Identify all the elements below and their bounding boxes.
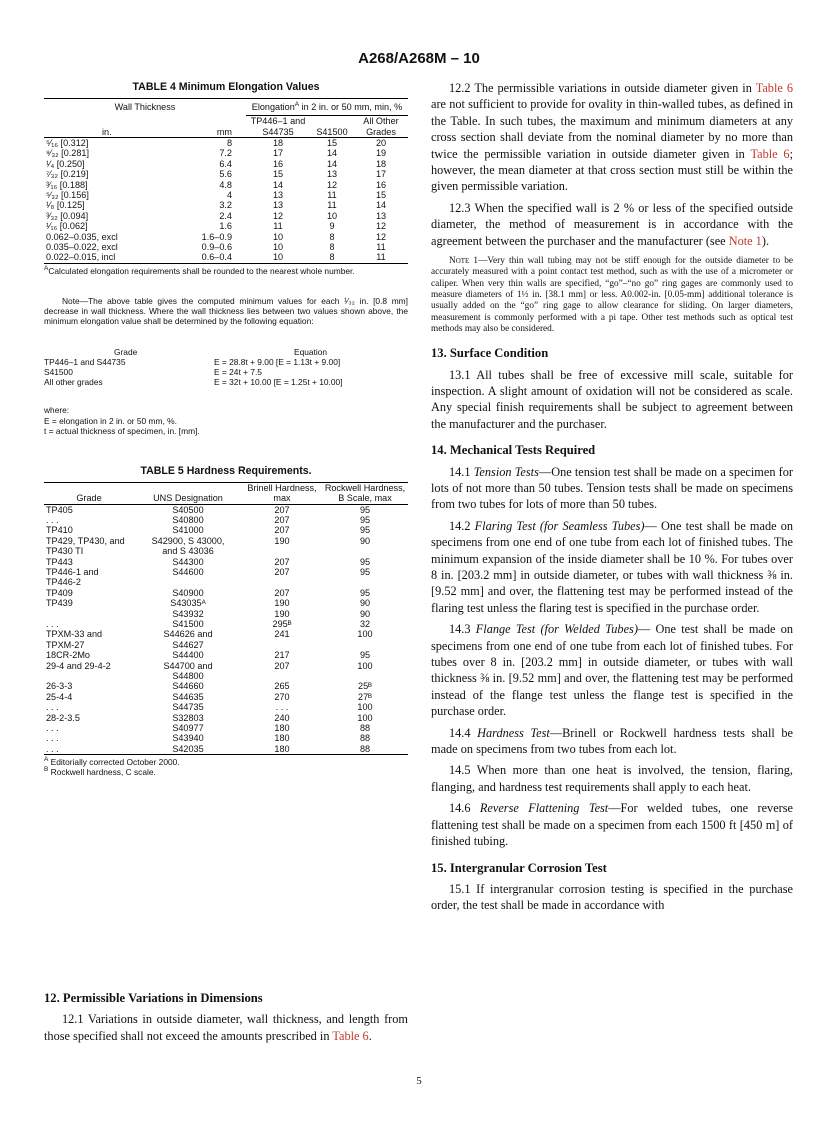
table5-cell: S44735 bbox=[172, 702, 204, 713]
table5-cell: 207 bbox=[274, 566, 290, 577]
table5-cell: TPXM-33 and bbox=[46, 629, 103, 640]
table5-cell: S43035ᴬ bbox=[170, 598, 206, 609]
table5-cell: and S 43036 bbox=[162, 546, 214, 557]
table5-cell: 88 bbox=[359, 723, 371, 734]
table4-cell: 12 bbox=[326, 179, 338, 190]
table5-row bbox=[44, 629, 408, 639]
table5-header-grade: Grade bbox=[76, 493, 102, 504]
table5-cell: 18CR-2Mo bbox=[46, 650, 90, 661]
table4-cell: ¹⁄₄ [0.250] bbox=[46, 158, 85, 169]
table4-cell: 14 bbox=[326, 148, 338, 159]
eq-grade-3: All other grades bbox=[44, 377, 103, 388]
sec13-heading: 13. Surface Condition bbox=[431, 346, 549, 361]
table5-cell: TP446-2 bbox=[46, 577, 81, 588]
table5-row bbox=[44, 681, 408, 691]
table5-cell: S44700 and bbox=[163, 660, 213, 671]
table5-cell: 26-3-3 bbox=[46, 681, 73, 692]
table5-cell bbox=[44, 609, 134, 619]
table5-cell: S43932 bbox=[172, 608, 204, 619]
table4-cell: 10 bbox=[272, 242, 284, 253]
table4-cell: 2.4 bbox=[219, 210, 232, 221]
table4-cell: 17 bbox=[272, 148, 284, 159]
table5-header-rockwell: Rockwell Hardness, B Scale, max bbox=[324, 482, 406, 504]
table4-cell: 7.2 bbox=[219, 148, 232, 159]
table4-cell: ⁵⁄₁₆ [0.312] bbox=[46, 138, 89, 149]
table4-row bbox=[44, 232, 408, 242]
table4-cell: 10 bbox=[272, 252, 284, 263]
table4-cell: 13 bbox=[326, 169, 338, 180]
table4-cell: 15 bbox=[272, 169, 284, 180]
sec14-p1: 14.1 Tension Tests—One tension test shall be made on a specimen for lots of not more than 50 tubes. Tension tests shall be made on specimens from two tubes for lots of more than 50 tubes. bbox=[431, 464, 794, 512]
table5-cell: 95 bbox=[359, 504, 371, 515]
table5-cell bbox=[242, 671, 322, 681]
table4-cell: 11 bbox=[273, 221, 283, 232]
table4-cell: 11 bbox=[376, 252, 386, 263]
table5-cell: 90 bbox=[359, 598, 371, 609]
table4-cell: 8 bbox=[226, 138, 232, 149]
sec14-p5: 14.5 When more than one heat is involved, the tension, flaring, flanging, and hardness test requirements shall apply to each heat. bbox=[431, 763, 793, 794]
table5-cell: 95 bbox=[359, 566, 371, 577]
table5-cell: 270 bbox=[274, 691, 290, 702]
section-12-left bbox=[44, 980, 408, 1049]
sec12-p3: 12.3 When the specified wall is 2 % or less of the specified outside diameter, the method of measurement is in accordance with the agreement between the purchaser and the manufacturer (see Note 1). bbox=[431, 200, 793, 248]
table4-cell: ¹⁄₁₆ [0.062] bbox=[46, 221, 88, 232]
table5-cell: S41000 bbox=[172, 525, 204, 536]
sec14-p4: 14.4 Hardness Test—Brinell or Rockwell hardness tests shall be made on specimens from two tubes from each lot. bbox=[431, 725, 793, 757]
table6-link[interactable]: Table 6 bbox=[755, 81, 794, 95]
table5-header-uns: UNS Designation bbox=[153, 493, 223, 504]
table5-cell: 100 bbox=[357, 712, 373, 723]
table5-cell: 25-4-4 bbox=[46, 691, 73, 702]
table5-cell: 207 bbox=[274, 660, 290, 671]
table4-cell: ⁹⁄₃₂ [0.281] bbox=[46, 148, 89, 159]
table4-cell: 1.6 bbox=[219, 221, 232, 232]
table5-row bbox=[44, 598, 408, 608]
table4-row bbox=[44, 180, 408, 190]
table5-cell: S40500 bbox=[172, 504, 204, 515]
table5-cell: 295ᴮ bbox=[272, 619, 292, 629]
table5-cell: TPXM-27 bbox=[46, 639, 85, 650]
table4-header-elongation: Elongation$^A$ in 2 in. or 50 mm, min, % bbox=[251, 100, 403, 112]
note-1: Note 1—Very thin wall tubing may not be stiff enough for the outside diameter to be accurately measured with a point contact test method, such as with the use of a micrometer or caliper. When very thin walls are specified, “go”–“no go” ring gages are commonly used to measure diameters of 1½ in. [38.1 mm] or less. A0.002-in. [0.05-mm] additional tolerance is usually added on the “go” ring gage to allow clearance for sliding. On larger diameters, measurement is commonly performed with a pi tape. Other test methods such as optical test methods may also be considered. bbox=[431, 256, 793, 334]
table4-cell: 20 bbox=[375, 138, 387, 149]
sec14-p6: 14.6 Reverse Flattening Test—For welded tubes, one reverse flattening test shall be made on a specimen from each 1500 ft [450 m] of finished tubing. bbox=[431, 801, 793, 849]
table5-cell: 25ᴮ bbox=[358, 681, 372, 692]
table5-cell: 95 bbox=[359, 587, 371, 598]
table5-cell: S44635 bbox=[172, 691, 204, 702]
table5-cell: TP405 bbox=[46, 504, 73, 515]
table5-cell: S44400 bbox=[172, 650, 204, 661]
table4-cell: 11 bbox=[327, 200, 337, 211]
table5-cell: 90 bbox=[359, 535, 371, 546]
table5-cell: TP443 bbox=[46, 556, 73, 567]
table4-cell: 0.022–0.015, incl bbox=[46, 252, 116, 263]
table4 bbox=[44, 98, 408, 264]
table4-cell: ³⁄₁₆ [0.188] bbox=[46, 179, 88, 190]
table5-row bbox=[44, 609, 408, 619]
table5-cell: 207 bbox=[274, 556, 290, 567]
table4-row bbox=[44, 242, 408, 252]
where-t: t = actual thickness of specimen, in. [mm]. bbox=[44, 425, 200, 436]
table4-cell: 8 bbox=[329, 231, 335, 242]
table5-row bbox=[44, 733, 408, 743]
table4-cell: 12 bbox=[375, 231, 387, 242]
right-column bbox=[431, 80, 793, 919]
table4-header-allother: All Other Grades bbox=[363, 116, 399, 137]
table5-cell bbox=[242, 640, 322, 650]
sec14-p2: 14.2 Flaring Test (for Seamless Tubes)— One test shall be made on specimens from one end of one tube from each lot of finished tubes. The minimum expansion of the inside diameter shall be 10 %. For tubes over 8 in. [203.2 mm] in outside diameter, or tubes with wall thickness ⅜ in. [9.52 mm] and over, the flattening test may be performed instead of the flaring test unless the flaring test is specified in the purchase order. bbox=[431, 518, 793, 615]
page-number: 5 bbox=[416, 1075, 422, 1087]
table5-cell: 180 bbox=[274, 743, 290, 754]
table5-cell: . . . bbox=[46, 733, 59, 744]
table5-cell: TP439 bbox=[46, 598, 73, 609]
sec14-p3: 14.3 Flange Test (for Welded Tubes)— One test shall be made on specimens from one end of one tube from each lot of finished tubes. For tubes over 8 in. [203.2 mm] in outside diameter, or tubes with wall thickness ⅜ in. [9.52 mm] and over, the flattening test may be performed instead of the flange test unless the flange test is specified in the purchase order. bbox=[431, 622, 793, 719]
table5-cell: S44627 bbox=[172, 639, 204, 650]
sec12-p2: 12.2 The permissible variations in outside diameter given in Table 6 are not sufficient to provide for ovality in thin-walled tubes, as defined in the Table. In such tubes, the maximum and minimum diameters at any cross section shall deviate from the nominal diameter by no more than twice the permissible variation in outside diameter given in Table 6; however, the mean diameter at that cross section must still be within the given permissible variation. bbox=[431, 81, 794, 194]
table4-row bbox=[44, 221, 408, 231]
table5-cell: 88 bbox=[359, 743, 371, 754]
table5-row bbox=[44, 567, 408, 577]
table5-footnote-b: $^B$ Rockwell hardness, C scale. bbox=[44, 766, 156, 778]
sec13-p1: 13.1 All tubes shall be free of excessive mill scale, suitable for inspection. A slight amount of oxidation will not be considered as scale. Any special finish requirements shall be subject to agreement between the manufacturer and the purchaser. bbox=[431, 367, 793, 431]
table4-cell: 8 bbox=[329, 242, 335, 253]
table4-cell: 16 bbox=[375, 179, 387, 190]
sec15-heading: 15. Intergranular Corrosion Test bbox=[431, 860, 607, 875]
table4-cell: 12 bbox=[272, 210, 284, 221]
table5-cell: S44660 bbox=[172, 681, 204, 692]
left-column bbox=[44, 82, 408, 777]
table4-cell: 15 bbox=[375, 190, 387, 201]
table4-cell: ⁷⁄₃₂ [0.219] bbox=[46, 169, 89, 180]
table4-header-s41500: S41500 bbox=[316, 126, 348, 137]
table5-row bbox=[44, 661, 408, 671]
table5-row bbox=[44, 692, 408, 702]
table4-note: Note—The above table gives the computed minimum values for each ¹⁄₃₂ in. [0.8 mm] decrease in wall thickness. Where the wall thickness lies between two values shown above, the minimum elongation value shall be determined by the following equation: bbox=[44, 295, 408, 327]
table4-cell: ¹⁄₈ [0.125] bbox=[46, 200, 85, 211]
table4-cell: ⁵⁄₃₂ [0.156] bbox=[46, 190, 89, 201]
table5-row bbox=[44, 588, 408, 598]
table4-row bbox=[44, 159, 408, 169]
table5-cell: 265 bbox=[274, 681, 290, 692]
table5 bbox=[44, 482, 408, 756]
table5-cell: 100 bbox=[357, 629, 373, 640]
table5-cell: . . . bbox=[46, 702, 59, 713]
table4-row bbox=[44, 169, 408, 179]
table5-cell bbox=[134, 577, 242, 587]
table4-row bbox=[44, 252, 408, 263]
table5-cell: S41500 bbox=[172, 619, 204, 629]
table5-row bbox=[44, 702, 408, 712]
table5-row bbox=[44, 515, 408, 525]
eq-formula-2: E = 24t + 7.5 bbox=[214, 366, 262, 377]
where-label: where: bbox=[44, 405, 70, 416]
table5-row bbox=[44, 650, 408, 660]
table5-cell bbox=[322, 577, 408, 587]
table5-cell: 180 bbox=[274, 723, 290, 734]
table5-cell: . . . bbox=[46, 619, 59, 629]
table4-cell: 4 bbox=[226, 190, 232, 201]
table4-row bbox=[44, 211, 408, 221]
table5-cell: 29-4 and 29-4-2 bbox=[46, 660, 111, 671]
table5-cell: 90 bbox=[359, 608, 371, 619]
table4-cell: 11 bbox=[376, 242, 386, 253]
table4-cell: 9 bbox=[329, 221, 335, 232]
table4-cell: 19 bbox=[375, 148, 387, 159]
equation-table bbox=[44, 347, 408, 388]
table5-cell bbox=[242, 577, 322, 587]
table5-row bbox=[44, 536, 408, 546]
table4-row bbox=[44, 190, 408, 200]
table5-cell: 180 bbox=[274, 733, 290, 744]
table5-cell: 207 bbox=[274, 525, 290, 536]
table5-cell: S43940 bbox=[172, 733, 204, 744]
table5-cell bbox=[322, 671, 408, 681]
table5-cell bbox=[242, 546, 322, 556]
eq-header-equation: Equation bbox=[294, 346, 328, 357]
table4-cell: ³⁄₃₂ [0.094] bbox=[46, 210, 89, 221]
table5-cell: 100 bbox=[357, 702, 373, 713]
table5-row bbox=[44, 640, 408, 650]
table4-cell: 5.6 bbox=[219, 169, 232, 180]
sec14-heading: 14. Mechanical Tests Required bbox=[431, 443, 596, 458]
eq-formula-3: E = 32t + 10.00 [E = 1.25t + 10.00] bbox=[214, 377, 343, 388]
table5-cell: S42035 bbox=[172, 743, 204, 754]
table5-cell: S44626 and bbox=[163, 629, 213, 640]
table5-row bbox=[44, 577, 408, 587]
table5-row bbox=[44, 557, 408, 567]
table5-cell: TP446-1 and bbox=[46, 566, 99, 577]
table5-cell: . . . bbox=[46, 743, 59, 754]
table5-cell: S44300 bbox=[172, 556, 204, 567]
table5-cell: S32803 bbox=[172, 712, 204, 723]
table5-cell: 95 bbox=[359, 556, 371, 567]
table5-cell: 88 bbox=[359, 733, 371, 744]
table4-cell: 14 bbox=[272, 179, 284, 190]
table5-cell: TP430 TI bbox=[46, 546, 84, 557]
table5-row bbox=[44, 723, 408, 733]
table5-row bbox=[44, 504, 408, 515]
table4-cell: 0.062–0.035, excl bbox=[46, 231, 118, 242]
table5-cell: TP410 bbox=[46, 525, 73, 536]
sec12-heading: 12. Permissible Variations in Dimensions bbox=[44, 991, 263, 1005]
table4-cell: 18 bbox=[272, 138, 284, 149]
table4-cell: 17 bbox=[375, 169, 387, 180]
table5-cell: 217 bbox=[274, 650, 290, 661]
table5-cell: 207 bbox=[274, 587, 290, 598]
table5-cell: S44800 bbox=[172, 671, 204, 682]
eq-header-grade: Grade bbox=[114, 346, 138, 357]
table5-cell: 27ᴮ bbox=[358, 691, 372, 702]
table5-title: TABLE 5 Hardness Requirements. bbox=[140, 464, 312, 477]
table4-cell: 14 bbox=[326, 158, 338, 169]
table4-row bbox=[44, 148, 408, 158]
table5-cell: 32 bbox=[359, 619, 371, 629]
sec12-p1: 12.1 Variations in outside diameter, wall thickness, and length from those specified shall not exceed the amounts prescribed in Table 6. bbox=[44, 1012, 408, 1043]
table4-cell: 10 bbox=[272, 231, 284, 242]
note1-link[interactable]: Note 1 bbox=[728, 233, 762, 248]
table4-cell: 16 bbox=[272, 158, 284, 169]
table5-row bbox=[44, 713, 408, 723]
eq-formula-1: E = 28.8t + 9.00 [E = 1.13t + 9.00] bbox=[214, 356, 341, 367]
table4-title: TABLE 4 Minimum Elongation Values bbox=[132, 81, 320, 93]
table5-cell: 95 bbox=[359, 514, 371, 525]
table5-row bbox=[44, 546, 408, 556]
table5-cell bbox=[44, 671, 134, 681]
table4-cell: 0.9–0.6 bbox=[201, 242, 232, 253]
table4-header-tp446: TP446–1 and S44735 bbox=[250, 116, 306, 137]
eq-grade-2: S41500 bbox=[44, 366, 73, 377]
table4-cell: 11 bbox=[327, 190, 337, 201]
table5-cell: 190 bbox=[274, 598, 290, 609]
table4-cell: 13 bbox=[272, 200, 284, 211]
table4-cell: 1.6–0.9 bbox=[201, 231, 232, 242]
page-header: A268/A268M – 10 bbox=[358, 50, 480, 67]
table4-cell: 4.8 bbox=[219, 179, 232, 190]
table4-cell: 12 bbox=[375, 221, 387, 232]
table5-footnote-a: $^A$ Editorially corrected October 2000. bbox=[44, 756, 180, 768]
table5-cell: S42900, S 43000, bbox=[151, 535, 225, 546]
table4-cell: 8 bbox=[329, 252, 335, 263]
table5-cell bbox=[322, 640, 408, 650]
table4-cell: 6.4 bbox=[219, 158, 232, 169]
table5-cell: 190 bbox=[274, 608, 290, 619]
table5-row bbox=[44, 671, 408, 681]
where-block bbox=[44, 405, 408, 436]
table4-cell: 14 bbox=[375, 200, 387, 211]
table5-cell: . . . bbox=[275, 702, 289, 713]
table5-cell: 207 bbox=[274, 514, 290, 525]
table4-footnote: $^A$Calculated elongation requirements shall be rounded to the nearest whole number. bbox=[44, 265, 355, 276]
table4-cell: 0.035–0.022, excl bbox=[46, 242, 118, 253]
table5-cell: S44600 bbox=[172, 566, 204, 577]
table5-cell: S40800 bbox=[172, 514, 204, 525]
table5-cell: 190 bbox=[274, 535, 290, 546]
table5-cell: . . . bbox=[46, 514, 59, 525]
table5-cell: S40977 bbox=[172, 723, 204, 734]
table5-cell: 95 bbox=[359, 525, 371, 536]
table5-cell: TP409 bbox=[46, 587, 73, 598]
table4-cell: 13 bbox=[375, 210, 387, 221]
table4-cell: 10 bbox=[326, 210, 338, 221]
table6-link[interactable]: Table 6 bbox=[750, 146, 790, 161]
table5-row bbox=[44, 525, 408, 535]
table4-header-mm: mm bbox=[216, 126, 232, 137]
table4-row bbox=[44, 138, 408, 149]
table5-cell: 28-2-3.5 bbox=[46, 712, 80, 723]
table5-cell: . . . bbox=[46, 723, 59, 734]
table4-header-wall: Wall Thickness bbox=[114, 101, 176, 112]
table4-cell: 18 bbox=[375, 158, 387, 169]
table5-cell: 100 bbox=[357, 660, 373, 671]
table4-row bbox=[44, 200, 408, 210]
table4-header-in: in. bbox=[102, 126, 112, 137]
table6-link[interactable]: Table 6 bbox=[332, 1028, 369, 1043]
where-e: E = elongation in 2 in. or 50 mm, %. bbox=[44, 415, 177, 426]
table5-cell: TP429, TP430, and bbox=[46, 535, 125, 546]
table5-cell: 207 bbox=[274, 504, 290, 515]
eq-grade-1: TP446–1 and S44735 bbox=[44, 356, 126, 367]
table5-cell: S40900 bbox=[172, 587, 204, 598]
sec15-p1: 15.1 If intergranular corrosion testing is specified in the purchase order, the test shall be made in accordance with bbox=[431, 881, 793, 913]
table4-cell: 0.6–0.4 bbox=[201, 252, 232, 263]
table4-cell: 3.2 bbox=[219, 200, 232, 211]
table5-row bbox=[44, 744, 408, 755]
table5-cell: 241 bbox=[274, 629, 290, 640]
table5-header-brinell: Brinell Hardness, max bbox=[247, 482, 317, 504]
table4-cell: 15 bbox=[326, 138, 338, 149]
table5-row bbox=[44, 619, 408, 629]
table5-cell bbox=[322, 546, 408, 556]
table5-cell: 240 bbox=[274, 712, 290, 723]
table5-cell: 95 bbox=[359, 650, 371, 661]
table4-cell: 13 bbox=[272, 190, 284, 201]
